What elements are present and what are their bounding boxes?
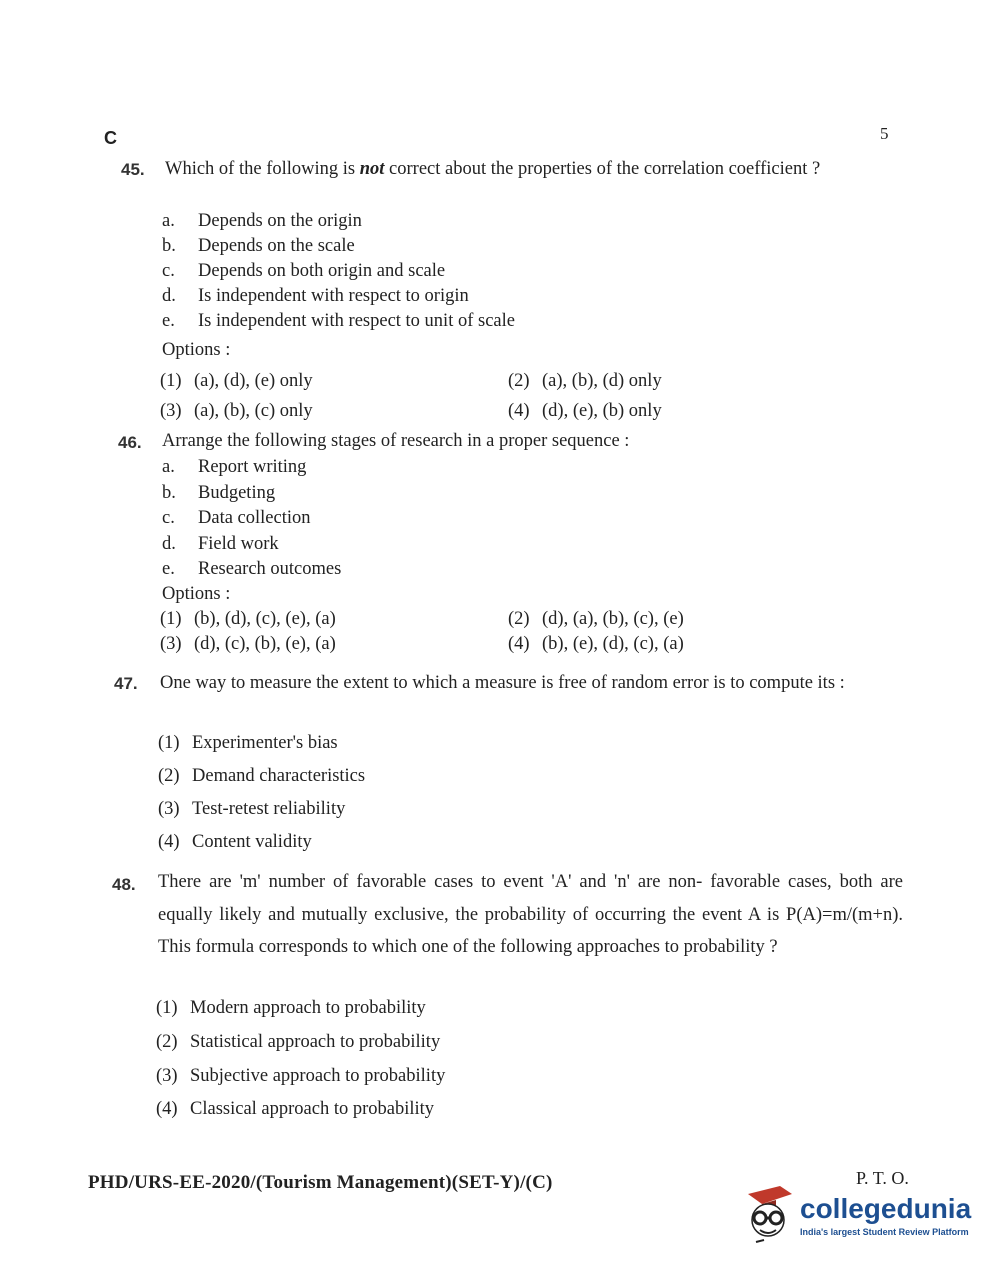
item-text: Report writing [198,457,307,477]
list-item [162,236,355,257]
option-label: (3) [158,799,180,819]
option-text: (b), (e), (d), (c), (a) [542,634,684,654]
option-text: Classical approach to probability [190,1099,435,1119]
option [156,1066,445,1087]
item-label: b. [162,483,176,503]
list-item [162,457,306,478]
option [158,733,338,754]
option-label: (1) [160,609,182,629]
logo-wordmark: collegedunia [800,1193,972,1224]
question-text: One way to measure the extent to which a measure is free of random error is to compute its : [160,673,845,693]
item-text: Depends on the scale [198,236,355,256]
list-item [162,286,469,307]
list-item [162,508,311,529]
item-label: c. [162,508,175,528]
logo-tagline: India's largest Student Review Platform [800,1227,969,1237]
item-label: b. [162,236,176,256]
option [508,401,662,422]
question-emphasis: not [359,159,385,179]
option [158,766,365,787]
page-number: 5 [880,124,889,143]
option-label: (1) [160,371,182,391]
option-text: Experimenter's bias [192,733,338,753]
option-text: (a), (b), (d) only [542,371,662,391]
collegedunia-logo-icon [740,1180,802,1246]
option-label: (2) [158,766,180,786]
list-item [162,211,362,232]
option [158,799,345,820]
option-label: (4) [158,832,180,852]
list-item [162,483,275,504]
option-label: (3) [160,634,182,654]
option-label: (2) [508,371,530,391]
option-text: Statistical approach to probability [190,1032,441,1052]
item-text: Depends on the origin [198,211,362,231]
option-label: (3) [156,1066,178,1086]
item-text: Budgeting [198,483,276,503]
item-label: a. [162,457,175,477]
question-number: 45. [121,160,145,179]
question-text-part: correct about the properties of the correlation coefficient ? [384,159,821,179]
item-text: Depends on both origin and scale [198,261,446,281]
option-text: Content validity [192,832,312,852]
option [160,609,336,630]
item-text: Field work [198,534,279,554]
option [156,998,426,1019]
option-text: (d), (e), (b) only [542,401,662,421]
question-text-part: Which of the following is [165,159,360,179]
question-number: 46. [118,433,142,452]
option-text: Subjective approach to probability [190,1066,446,1086]
item-text: Data collection [198,508,311,528]
option-label: (4) [508,634,530,654]
option-text: (d), (a), (b), (c), (e) [542,609,684,629]
option-text: (a), (b), (c) only [194,401,313,421]
paper-code: PHD/URS-EE-2020/(Tourism Management)(SET-Y)/(C) [88,1172,553,1193]
option [508,371,662,392]
pto-label: P. T. O. [856,1168,909,1188]
option-text: Demand characteristics [192,766,366,786]
option [160,401,313,422]
option [160,634,336,655]
option-text: (b), (d), (c), (e), (a) [194,609,336,629]
option-label: (4) [508,401,530,421]
item-text: Research outcomes [198,559,342,579]
option [508,634,684,655]
options-label: Options : [162,584,231,604]
option-label: (2) [508,609,530,629]
item-label: d. [162,286,176,306]
list-item [162,534,279,555]
list-item [162,559,341,580]
item-label: e. [162,311,175,331]
option-label: (1) [156,998,178,1018]
question-text: Arrange the following stages of research in a proper sequence : [162,431,630,451]
question-number: 48. [112,875,136,894]
set-letter: C [104,128,117,148]
item-label: a. [162,211,175,231]
option-label: (2) [156,1032,178,1052]
item-text: Is independent with respect to origin [198,286,469,306]
option-label: (1) [158,733,180,753]
option-text: Modern approach to probability [190,998,426,1018]
option-text: (d), (c), (b), (e), (a) [194,634,336,654]
option [158,832,312,853]
options-label: Options : [162,340,231,360]
list-item [162,311,515,332]
option [160,371,313,392]
list-item [162,261,445,282]
question-text [165,155,885,183]
option [508,609,684,630]
item-label: c. [162,261,175,281]
item-text: Is independent with respect to unit of scale [198,311,515,331]
option [156,1032,440,1053]
question-number: 47. [114,674,138,693]
option-text: (a), (d), (e) only [194,371,313,391]
option-label: (3) [160,401,182,421]
question-text: There are 'm' number of favorable cases to event 'A' and 'n' are non- favorable cases, both are equally likely and mutually exclusive, the probability of occurring the event A is P(A)=m/(m+n). This formula corresponds to which one of the following approaches to probability ? [158,872,903,957]
option [156,1099,434,1120]
item-label: e. [162,559,175,579]
option-text: Test-retest reliability [192,799,346,819]
option-label: (4) [156,1099,178,1119]
item-label: d. [162,534,176,554]
